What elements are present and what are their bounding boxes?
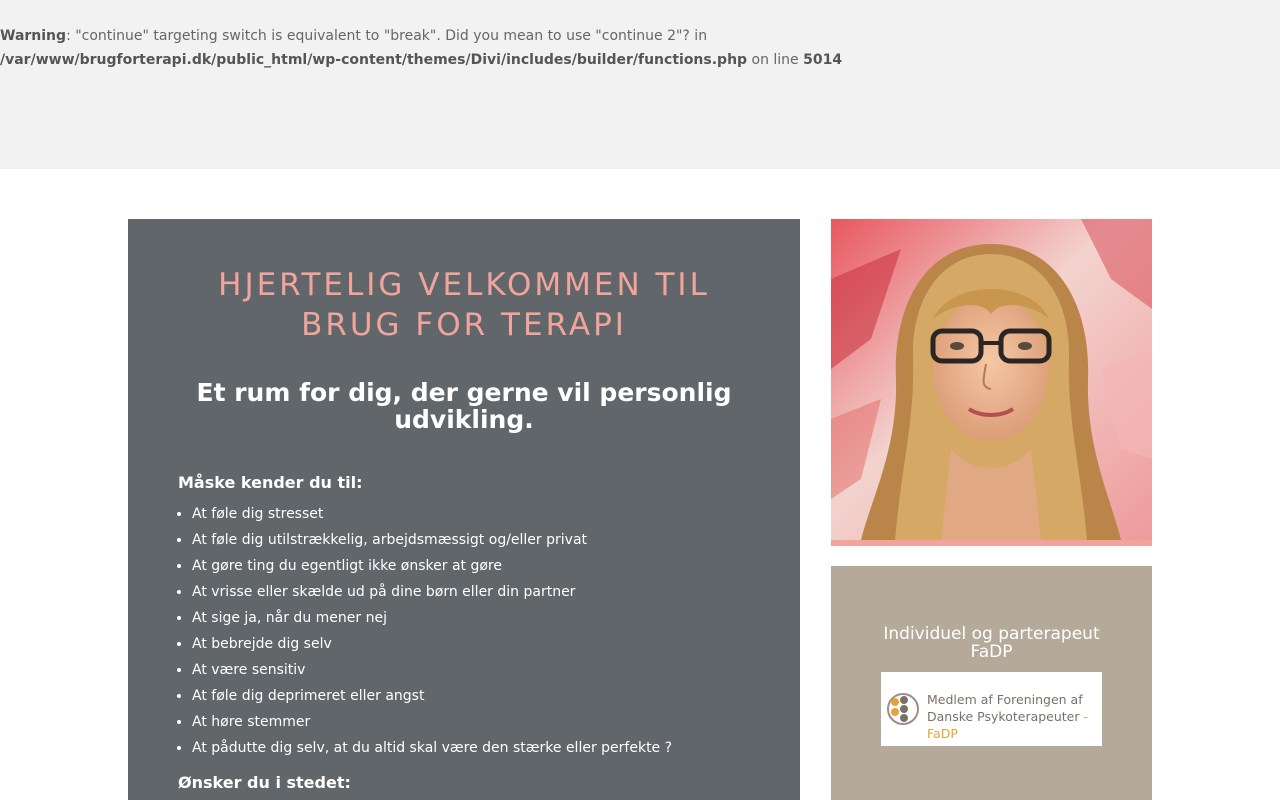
fadp-logo-text — [927, 691, 1102, 742]
welcome-panel — [128, 219, 800, 800]
list-item: • At bebrejde dig selv — [192, 631, 782, 657]
list-item: • At vrisse eller skælde ud på dine børn eller din partner — [192, 579, 782, 605]
symptom-list — [192, 501, 782, 761]
portrait-illustration — [831, 219, 1152, 540]
php-warning — [0, 24, 1000, 72]
membership-title-line2: FaDP — [970, 642, 1013, 662]
list-item: • At gøre ting du egentligt ikke ønsker at gøre — [192, 553, 782, 579]
membership-card — [831, 566, 1152, 800]
list-item: • At føle dig deprimeret eller angst — [192, 683, 782, 709]
warning-label: Warning — [0, 28, 67, 44]
logo-accent: - FaDP — [927, 709, 1088, 741]
list-item: • At føle dig utilstrækkelig, arbejdsmæssigt og/eller privat — [192, 527, 782, 553]
logo-line2: Danske Psykoterapeuter — [927, 709, 1080, 724]
list-item: • At høre stemmer — [192, 709, 782, 735]
warning-path: /var/www/brugforterapi.dk/public_html/wp-content/themes/Divi/includes/builder/functions.php — [0, 52, 748, 68]
list-item: • At sige ja, når du mener nej — [192, 605, 782, 631]
photo-card — [831, 219, 1152, 546]
welcome-title-line2: BRUG FOR TERAPI — [301, 307, 627, 343]
list-item: • At være sensitiv — [192, 657, 782, 683]
intro-heading: Måske kender du til: — [178, 473, 363, 492]
list-item: • At føle dig stresset — [192, 501, 782, 527]
wish-heading: Ønsker du i stedet: — [178, 773, 351, 792]
portrait-photo — [831, 219, 1152, 540]
list-item: • At pådutte dig selv, at du altid skal være den stærke eller perfekte ? — [192, 735, 782, 761]
logo-line1: Medlem af Foreningen af — [927, 692, 1083, 707]
welcome-title-line1: HJERTELIG VELKOMMEN TIL — [218, 267, 710, 303]
membership-title-line1: Individuel og parterapeut — [883, 624, 1100, 644]
fadp-dots-icon — [883, 672, 923, 746]
warning-line-number: 5014 — [803, 52, 843, 68]
warning-message: : "continue" targeting switch is equivalent to "break". Did you mean to use "continue 2"? in — [66, 28, 708, 44]
welcome-subtitle: Et rum for dig, der gerne vil personlig udvikling. — [196, 378, 732, 434]
welcome-title — [128, 265, 800, 345]
membership-title — [851, 625, 1132, 661]
fadp-logo[interactable] — [881, 672, 1102, 746]
warning-on-line: on line — [747, 52, 804, 68]
